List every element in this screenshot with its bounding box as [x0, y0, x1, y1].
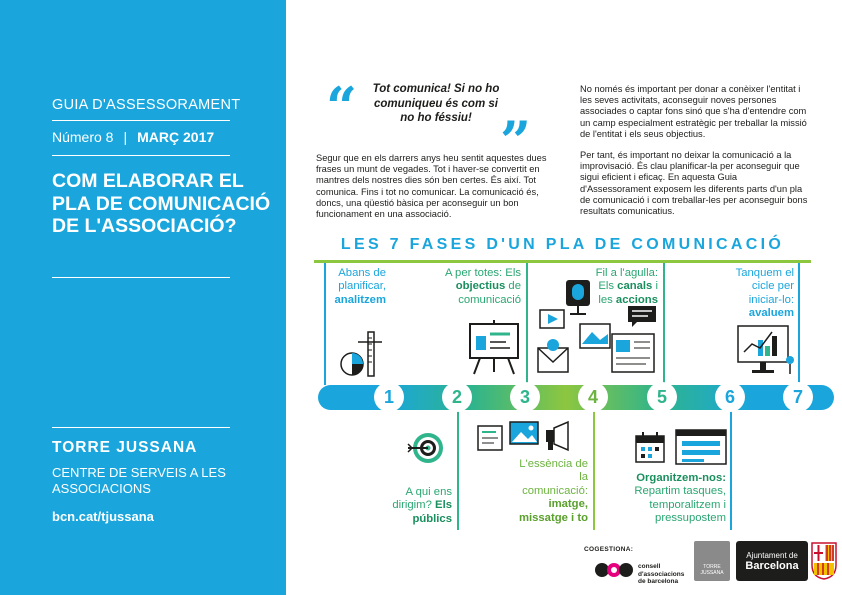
- phase-number-3: 3: [510, 382, 540, 412]
- phase-7-lead: Tanquem el cicle per iniciar-lo:: [735, 267, 794, 306]
- phase-3-lead: A per totes:: [445, 267, 503, 279]
- intro-paragraph-3: Per tant, és important no deixar la comunicació a la improvisació. És clau planificar-la per aconseguir que sigui eficient i eficaç. En aquesta Guia d'Assessorament exposem les diferents parts d'un pla de comunicació i com treballar-les per aconseguir bons resultats comunicatius.: [580, 150, 808, 217]
- issue-separator: |: [123, 129, 128, 145]
- phase-5-mid-a: Els: [598, 280, 615, 293]
- divider: [52, 120, 230, 121]
- consell-logo-text: consell d'associacions de barcelona: [638, 563, 685, 585]
- phase-6-label: [626, 472, 726, 526]
- close-quote-icon: ”: [500, 109, 532, 173]
- barcelona-shield-icon: [810, 541, 838, 581]
- phase-3-label: [440, 267, 521, 307]
- ajuntament-logo-line1: Ajuntament de: [746, 551, 798, 560]
- phase-7-label: [722, 267, 794, 321]
- channels-media-icon: [536, 278, 660, 380]
- divider: [52, 427, 230, 428]
- connector-line: [324, 263, 326, 385]
- phase-2-label: [384, 486, 452, 526]
- phases-heading: LES 7 FASES D'UN PLA DE COMUNICACIÓ: [340, 236, 785, 253]
- phase-4-lead: L'essència de la comunicació:: [519, 458, 588, 497]
- ajuntament-logo-line2: Barcelona: [745, 560, 799, 572]
- phase-2-key: Els públics: [412, 499, 452, 525]
- connector-line: [457, 410, 459, 530]
- intro-paragraph-1: Segur que en els darrers anys heu sentit aquestes dues frases un munt de vegades. Tot i haver-se convertit en mantres dels nostres dies són ben certes. És així. Tot comunica. Fins i tot no comunicar. La comunicació és, doncs, una qüestió bàsica per aconseguir un bon funcionament en una associació.: [316, 153, 547, 220]
- phase-number-5: 5: [647, 382, 677, 412]
- presentation-board-icon: [466, 318, 522, 376]
- divider: [52, 155, 230, 156]
- calendar-schedule-icon: [634, 428, 730, 468]
- phase-5-key-a: canals: [617, 280, 653, 293]
- issue-date: MARÇ 2017: [137, 129, 215, 145]
- page-title: COM ELABORAR EL PLA DE COMUNICACIÓ DE L'ASSOCIACIÓ?: [52, 170, 271, 237]
- phase-5-mid-b: i les: [598, 280, 658, 306]
- phase-4-label: [512, 458, 588, 525]
- phase-5-lead: Fil a l'agulla:: [595, 267, 658, 279]
- intro-paragraph-2: No només és important per donar a conèixer l'entitat i les seves activitats, aconseguir noves persones associades o captar fons sinó que s'ha d'entendre com un camp especialment estratègic per treballar la missió de l'entitat i els seus objectius.: [580, 84, 807, 139]
- cogestiona-label: COGESTIONA:: [584, 546, 634, 553]
- phase-1-label: [330, 267, 386, 307]
- phase-number-4: 4: [578, 382, 608, 412]
- phase-5-key-b: accions: [615, 293, 658, 306]
- phase-number-1: 1: [374, 382, 404, 412]
- phase-3-key: objectius: [455, 280, 506, 293]
- issue-line: [52, 129, 214, 145]
- connector-line: [798, 263, 800, 385]
- heading-underline: [314, 260, 811, 263]
- analysis-chart-icon: [338, 328, 384, 378]
- phase-3-mid: Els: [505, 267, 521, 279]
- consell-logo-icon: [594, 557, 636, 579]
- org-subtitle: CENTRE DE SERVEIS A LES ASSOCIACIONS: [52, 465, 226, 496]
- evaluation-monitor-icon: [734, 322, 796, 378]
- phase-number-2: 2: [442, 382, 472, 412]
- torre-jussana-logo: TORRE JUSSANA: [694, 541, 730, 581]
- issue-number: Número 8: [52, 129, 114, 145]
- open-quote-icon: “: [326, 75, 358, 139]
- phase-1-lead: Abans de planificar,: [338, 267, 386, 293]
- pull-quote: Tot comunica! Si no ho comuniqueu és com si no ho féssiu!: [372, 83, 500, 124]
- org-url-link[interactable]: bcn.cat/tjussana: [52, 509, 154, 524]
- phase-2-lead: A qui ens dirigim?: [392, 486, 452, 512]
- connector-line: [663, 263, 665, 385]
- sidebar-panel: [0, 0, 286, 595]
- phase-4-key: imatge, missatge i to: [518, 498, 588, 524]
- phase-number-7: 7: [783, 382, 813, 412]
- phase-1-key: analitzem: [334, 293, 386, 306]
- org-name: TORRE JUSSANA: [52, 439, 198, 456]
- image-message-megaphone-icon: [476, 418, 574, 454]
- divider: [52, 277, 230, 278]
- connector-line: [730, 410, 732, 530]
- phase-6-key: Organitzem-nos:: [636, 472, 726, 484]
- guide-label: GUIA D'ASSESSORAMENT: [52, 97, 241, 113]
- target-icon: [406, 430, 444, 466]
- connector-line: [593, 410, 595, 530]
- phase-6-tail: Repartim tasques, temporalitzem i pressupostem: [634, 485, 726, 525]
- phase-3-tail: de comunicació: [458, 280, 521, 306]
- connector-line: [526, 263, 528, 385]
- phase-7-key: avaluem: [748, 307, 794, 320]
- ajuntament-logo: [736, 541, 808, 581]
- phase-number-6: 6: [715, 382, 745, 412]
